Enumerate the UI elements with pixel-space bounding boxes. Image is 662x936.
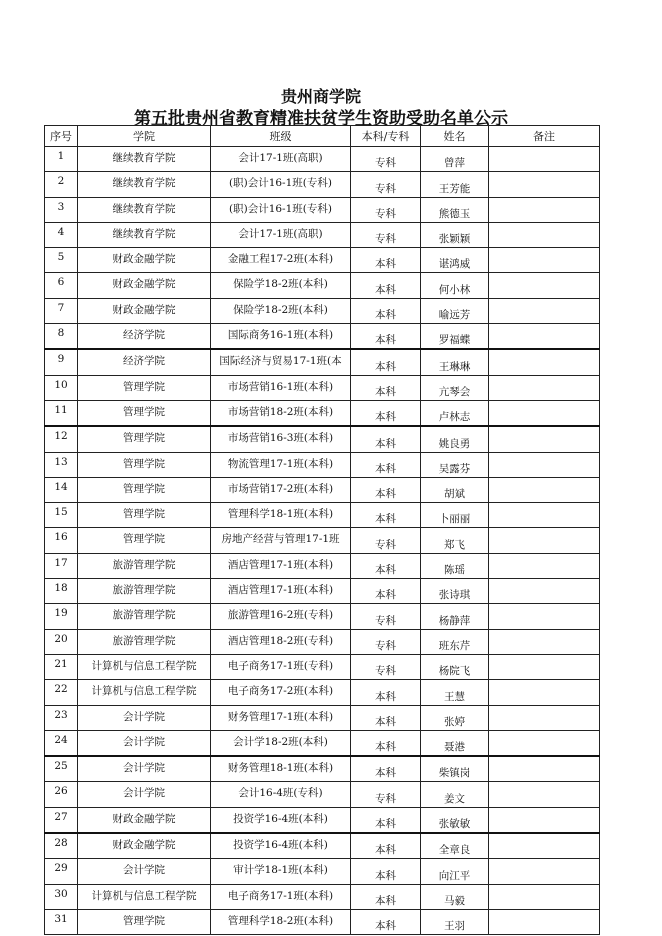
row-name: 柴镇岗: [421, 756, 489, 782]
row-remarks: [489, 452, 600, 477]
table-row: [45, 629, 600, 654]
row-degree: 本科: [351, 375, 421, 400]
row-index: 14: [45, 477, 78, 502]
row-college: 会计学院: [78, 859, 211, 884]
row-name: 喻远芳: [421, 298, 489, 323]
row-name: 何小林: [421, 273, 489, 298]
table-row: [45, 324, 600, 350]
row-degree: 本科: [351, 349, 421, 375]
row-remarks: [489, 477, 600, 502]
row-remarks: [489, 324, 600, 350]
row-index: 18: [45, 579, 78, 604]
row-name: 王芳能: [421, 172, 489, 197]
header-name: 姓名: [421, 126, 489, 147]
table-row: [45, 452, 600, 477]
row-remarks: [489, 349, 600, 375]
table-row: [45, 553, 600, 578]
row-index: 10: [45, 375, 78, 400]
row-class: 电子商务17-1班(本科): [211, 884, 351, 909]
row-degree: 专科: [351, 222, 421, 247]
row-degree: 本科: [351, 807, 421, 833]
table-row: [45, 884, 600, 909]
row-college: 财政金融学院: [78, 248, 211, 273]
row-college: 会计学院: [78, 730, 211, 756]
row-class: 房地产经营与管理17-1班: [211, 528, 351, 553]
row-class: 财务管理17-1班(本科): [211, 705, 351, 730]
row-college: 会计学院: [78, 782, 211, 807]
row-remarks: [489, 730, 600, 756]
row-college: 经济学院: [78, 324, 211, 350]
row-index: 30: [45, 884, 78, 909]
row-remarks: [489, 807, 600, 833]
header-class: 班级: [211, 126, 351, 147]
table-row: [45, 859, 600, 884]
row-degree: 本科: [351, 579, 421, 604]
row-remarks: [489, 680, 600, 705]
row-remarks: [489, 222, 600, 247]
row-class: 管理科学18-2班(本科): [211, 909, 351, 934]
row-degree: 专科: [351, 147, 421, 172]
row-degree: 专科: [351, 604, 421, 629]
row-college: 管理学院: [78, 426, 211, 452]
row-college: 旅游管理学院: [78, 604, 211, 629]
row-degree: 专科: [351, 654, 421, 679]
row-class: 物流管理17-1班(本科): [211, 452, 351, 477]
row-college: 计算机与信息工程学院: [78, 884, 211, 909]
row-remarks: [489, 375, 600, 400]
row-degree: 本科: [351, 324, 421, 350]
row-college: 财政金融学院: [78, 833, 211, 859]
row-class: 财务管理18-1班(本科): [211, 756, 351, 782]
row-class: (职)会计16-1班(专科): [211, 172, 351, 197]
row-index: 6: [45, 273, 78, 298]
row-class: 酒店管理17-1班(本科): [211, 553, 351, 578]
row-remarks: [489, 528, 600, 553]
row-class: 管理科学18-1班(本科): [211, 503, 351, 528]
row-remarks: [489, 859, 600, 884]
row-index: 28: [45, 833, 78, 859]
row-remarks: [489, 197, 600, 222]
row-class: 市场营销18-2班(本科): [211, 400, 351, 426]
row-name: 姜文: [421, 782, 489, 807]
row-index: 1: [45, 147, 78, 172]
row-college: 管理学院: [78, 528, 211, 553]
row-college: 计算机与信息工程学院: [78, 654, 211, 679]
row-class: 旅游管理16-2班(专科): [211, 604, 351, 629]
table-row: [45, 273, 600, 298]
table-row: [45, 426, 600, 452]
row-degree: 本科: [351, 730, 421, 756]
row-degree: 本科: [351, 248, 421, 273]
row-index: 22: [45, 680, 78, 705]
row-degree: 本科: [351, 452, 421, 477]
table-row: [45, 222, 600, 247]
row-name: 亢琴会: [421, 375, 489, 400]
row-class: 电子商务17-1班(专科): [211, 654, 351, 679]
table-row: [45, 730, 600, 756]
row-class: 市场营销17-2班(本科): [211, 477, 351, 502]
row-remarks: [489, 909, 600, 934]
row-college: 财政金融学院: [78, 273, 211, 298]
row-class: 投资学16-4班(本科): [211, 833, 351, 859]
row-name: 熊德玉: [421, 197, 489, 222]
table-row: [45, 807, 600, 833]
row-name: 全章良: [421, 833, 489, 859]
row-name: 王慧: [421, 680, 489, 705]
table-row: [45, 503, 600, 528]
row-college: 旅游管理学院: [78, 629, 211, 654]
table-row: [45, 528, 600, 553]
row-degree: 本科: [351, 705, 421, 730]
row-remarks: [489, 705, 600, 730]
row-class: 国际经济与贸易17-1班(本: [211, 349, 351, 375]
row-remarks: [489, 400, 600, 426]
row-name: 曾萍: [421, 147, 489, 172]
row-index: 26: [45, 782, 78, 807]
row-class: 市场营销16-1班(本科): [211, 375, 351, 400]
row-index: 21: [45, 654, 78, 679]
row-name: 马毅: [421, 884, 489, 909]
row-index: 13: [45, 452, 78, 477]
row-degree: 本科: [351, 273, 421, 298]
row-class: 电子商务17-2班(本科): [211, 680, 351, 705]
row-index: 12: [45, 426, 78, 452]
row-remarks: [489, 654, 600, 679]
recipient-table: [44, 125, 600, 935]
row-name: 王羽: [421, 909, 489, 934]
row-name: 张颖颖: [421, 222, 489, 247]
row-name: 卢林志: [421, 400, 489, 426]
row-class: (职)会计16-1班(专科): [211, 197, 351, 222]
row-name: 张诗琪: [421, 579, 489, 604]
table-row: [45, 197, 600, 222]
row-index: 23: [45, 705, 78, 730]
row-class: 会计17-1班(高职): [211, 147, 351, 172]
row-name: 聂港: [421, 730, 489, 756]
row-remarks: [489, 426, 600, 452]
row-name: 班东芹: [421, 629, 489, 654]
row-index: 2: [45, 172, 78, 197]
row-college: 继续教育学院: [78, 172, 211, 197]
row-remarks: [489, 553, 600, 578]
row-index: 19: [45, 604, 78, 629]
row-degree: 本科: [351, 680, 421, 705]
row-index: 4: [45, 222, 78, 247]
table-row: [45, 172, 600, 197]
row-name: 卜丽丽: [421, 503, 489, 528]
row-remarks: [489, 147, 600, 172]
row-remarks: [489, 172, 600, 197]
row-index: 9: [45, 349, 78, 375]
table-row: [45, 680, 600, 705]
row-remarks: [489, 629, 600, 654]
row-remarks: [489, 248, 600, 273]
table-row: [45, 147, 600, 172]
table-row: [45, 909, 600, 934]
row-name: 王琳琳: [421, 349, 489, 375]
row-index: 8: [45, 324, 78, 350]
row-college: 管理学院: [78, 375, 211, 400]
row-college: 会计学院: [78, 705, 211, 730]
row-remarks: [489, 273, 600, 298]
row-name: 杨静萍: [421, 604, 489, 629]
row-class: 审计学18-1班(本科): [211, 859, 351, 884]
row-college: 管理学院: [78, 909, 211, 934]
row-index: 7: [45, 298, 78, 323]
table-row: [45, 756, 600, 782]
row-class: 会计16-4班(专科): [211, 782, 351, 807]
row-class: 会计17-1班(高职): [211, 222, 351, 247]
row-index: 17: [45, 553, 78, 578]
row-college: 财政金融学院: [78, 807, 211, 833]
row-class: 金融工程17-2班(本科): [211, 248, 351, 273]
row-remarks: [489, 884, 600, 909]
header-college: 学院: [78, 126, 211, 147]
row-index: 29: [45, 859, 78, 884]
row-name: 吴露芬: [421, 452, 489, 477]
row-remarks: [489, 782, 600, 807]
row-college: 计算机与信息工程学院: [78, 680, 211, 705]
row-degree: 本科: [351, 426, 421, 452]
row-degree: 本科: [351, 756, 421, 782]
row-remarks: [489, 298, 600, 323]
row-index: 5: [45, 248, 78, 273]
row-class: 酒店管理17-1班(本科): [211, 579, 351, 604]
document-title: 贵州商学院: [280, 87, 361, 106]
row-class: 市场营销16-3班(本科): [211, 426, 351, 452]
row-name: 陈瑶: [421, 553, 489, 578]
row-college: 管理学院: [78, 477, 211, 502]
row-degree: 专科: [351, 528, 421, 553]
row-college: 旅游管理学院: [78, 553, 211, 578]
row-degree: 专科: [351, 782, 421, 807]
row-degree: 专科: [351, 197, 421, 222]
table-row: [45, 248, 600, 273]
row-degree: 本科: [351, 298, 421, 323]
row-name: 罗福蝶: [421, 324, 489, 350]
row-class: 酒店管理18-2班(专科): [211, 629, 351, 654]
row-index: 16: [45, 528, 78, 553]
table-row: [45, 400, 600, 426]
row-class: 投资学16-4班(本科): [211, 807, 351, 833]
row-college: 经济学院: [78, 349, 211, 375]
row-name: 谌鸿威: [421, 248, 489, 273]
row-degree: 本科: [351, 503, 421, 528]
row-college: 继续教育学院: [78, 197, 211, 222]
row-college: 管理学院: [78, 452, 211, 477]
row-college: 会计学院: [78, 756, 211, 782]
row-remarks: [489, 503, 600, 528]
row-index: 25: [45, 756, 78, 782]
row-degree: 本科: [351, 859, 421, 884]
row-index: 24: [45, 730, 78, 756]
table-row: [45, 604, 600, 629]
row-index: 20: [45, 629, 78, 654]
row-degree: 专科: [351, 172, 421, 197]
table-row: [45, 477, 600, 502]
row-index: 15: [45, 503, 78, 528]
table-row: [45, 375, 600, 400]
row-degree: 本科: [351, 400, 421, 426]
table-row: [45, 298, 600, 323]
row-college: 旅游管理学院: [78, 579, 211, 604]
header-index: 序号: [45, 126, 78, 147]
table-row: [45, 579, 600, 604]
row-index: 31: [45, 909, 78, 934]
header-remarks: 备注: [489, 126, 600, 147]
row-name: 张敏敏: [421, 807, 489, 833]
row-index: 11: [45, 400, 78, 426]
row-name: 姚良勇: [421, 426, 489, 452]
row-remarks: [489, 756, 600, 782]
row-index: 3: [45, 197, 78, 222]
row-class: 保险学18-2班(本科): [211, 298, 351, 323]
row-college: 继续教育学院: [78, 222, 211, 247]
table-row: [45, 349, 600, 375]
row-class: 会计学18-2班(本科): [211, 730, 351, 756]
row-college: 管理学院: [78, 503, 211, 528]
row-class: 保险学18-2班(本科): [211, 273, 351, 298]
document-subtitle: 第五批贵州省教育精准扶贫学生资助受助名单公示: [134, 109, 508, 129]
table-row: [45, 654, 600, 679]
row-name: 杨院飞: [421, 654, 489, 679]
row-index: 27: [45, 807, 78, 833]
row-college: 管理学院: [78, 400, 211, 426]
row-class: 国际商务16-1班(本科): [211, 324, 351, 350]
row-remarks: [489, 579, 600, 604]
table-row: [45, 705, 600, 730]
row-degree: 本科: [351, 884, 421, 909]
row-college: 财政金融学院: [78, 298, 211, 323]
row-degree: 本科: [351, 477, 421, 502]
row-name: 向江平: [421, 859, 489, 884]
header-degree: 本科/专科: [351, 126, 421, 147]
row-college: 继续教育学院: [78, 147, 211, 172]
row-name: 张婷: [421, 705, 489, 730]
row-degree: 本科: [351, 833, 421, 859]
row-name: 胡斌: [421, 477, 489, 502]
row-remarks: [489, 833, 600, 859]
table-row: [45, 833, 600, 859]
row-degree: 本科: [351, 553, 421, 578]
row-degree: 本科: [351, 909, 421, 934]
header-row: [45, 126, 600, 147]
row-degree: 专科: [351, 629, 421, 654]
row-remarks: [489, 604, 600, 629]
table-row: [45, 782, 600, 807]
row-name: 郑飞: [421, 528, 489, 553]
